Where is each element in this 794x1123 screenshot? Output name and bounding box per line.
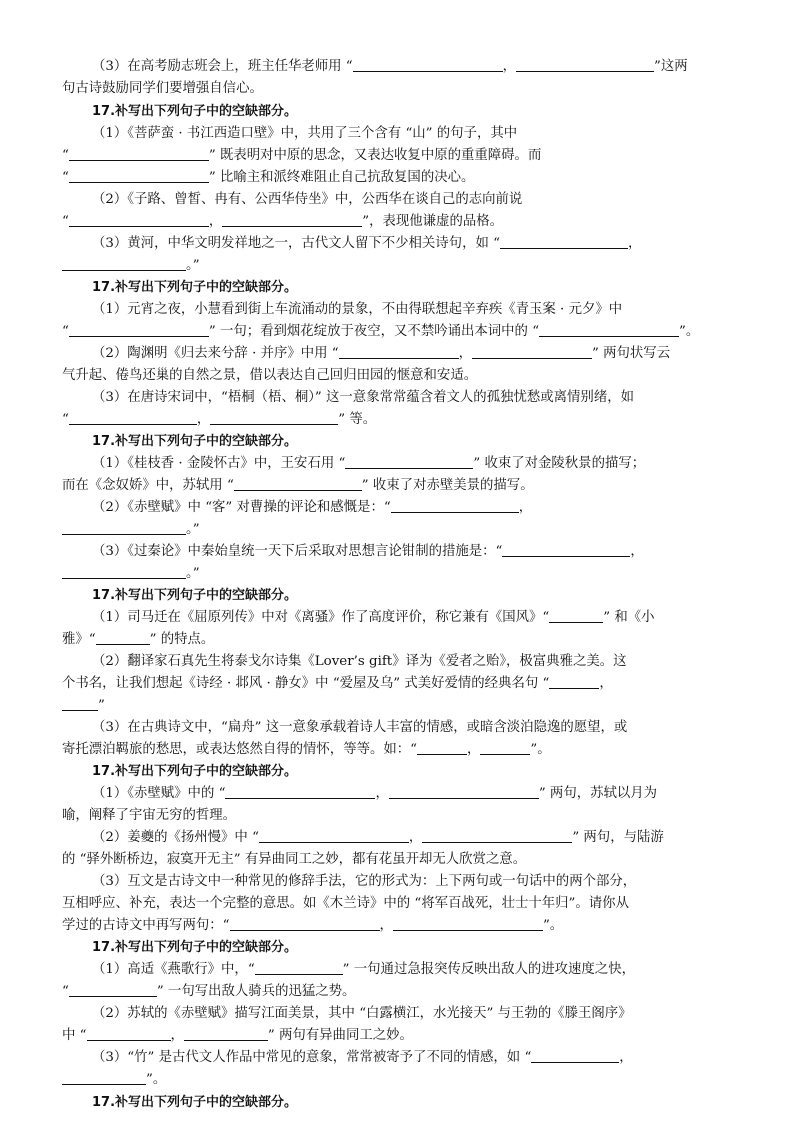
block0-q3-line1: （3）在高考励志班会上，班主任华老师用 “ ， ”这两 (92, 56, 746, 78)
block3-q3-line2: 。” (62, 563, 746, 585)
answer-blank[interactable] (69, 145, 209, 161)
block1-q3-line2: 。” (62, 255, 746, 277)
answer-blank[interactable] (480, 739, 530, 755)
answer-blank[interactable] (345, 453, 473, 469)
answer-blank[interactable] (393, 915, 543, 931)
block5-q3-line1: （3）互文是古诗文中一种常见的修辞手法，它的形式为：上下两句或一句话中的两个部分， (92, 874, 637, 889)
block4-q1-line1: （1）司马迁在《屈原列传》中对《离骚》作了高度评价，称它兼有《国风》“ ” 和《小 (92, 607, 746, 629)
block1-q2-line2: “ ， ”，表现他谦虚的品格。 (62, 211, 746, 233)
block1-q1-line3: “ ” 比喻主和派终难阻止自己抗敌复国的决心。 (62, 167, 746, 189)
block4-q3-line2: 寄托漂泊羁旅的愁思，或表达悠然自得的情怀，等等。如：“ ， ”。 (62, 739, 746, 761)
block6-q1-line1: （1）高适《燕歌行》中，“ ” 一句通过急报突传反映出敌人的进攻速度之快， (92, 959, 746, 981)
block3-q2-line2: 。” (62, 519, 746, 541)
answer-blank[interactable] (531, 1047, 619, 1063)
block4-q1-line2: 雅》“ ” 的特点。 (62, 629, 746, 651)
question-heading: 17.补写出下列句子中的空缺部分。 (92, 588, 298, 603)
block1-q3-line1: （3）黄河，中华文明发祥地之一，古代文人留下不少相关诗句，如 “ ， (92, 233, 746, 255)
answer-blank[interactable] (391, 497, 519, 513)
block4-q2-line2: 个书名，让我们想起《诗经 · 邶风 · 静女》中 “爱屋及乌” 式美好爱情的经典名句 “ ， (62, 673, 746, 695)
block3-q1-line1: （1）《桂枝香 · 金陵怀古》中，王安石用 “ ” 收束了对金陵秋景的描写； (92, 453, 746, 475)
block6-q1-line2: “ ” 一句写出敌人骑兵的迅猛之势。 (62, 981, 746, 1003)
answer-blank[interactable] (225, 783, 375, 799)
block1-q1-line1: （1）《菩萨蛮 · 书江西造口壁》中，共用了三个含有 “山” 的句子，其中 (92, 126, 518, 141)
answer-blank[interactable] (96, 629, 150, 645)
block5-q2-line1: （2）姜夔的《扬州慢》中 “ ， ” 两句，与陆游 (92, 827, 746, 849)
answer-blank[interactable] (500, 233, 628, 249)
answer-blank[interactable] (502, 541, 630, 557)
block5-q1-line1: （1）《赤壁赋》中的 “ ， ” 两句，苏轼以月为 (92, 783, 746, 805)
answer-blank[interactable] (422, 827, 572, 843)
answer-blank[interactable] (87, 1025, 171, 1041)
answer-blank[interactable] (549, 673, 599, 689)
block2-q1-line2: “ ” 一句；看到烟花绽放于夜空，又不禁吟诵出本词中的 “ ”。 (62, 321, 746, 343)
question-heading: 17.补写出下列句子中的空缺部分。 (92, 104, 298, 119)
answer-blank[interactable] (230, 915, 380, 931)
answer-blank[interactable] (62, 519, 186, 535)
answer-blank[interactable] (259, 827, 409, 843)
block2-q2-line2: 气升起、倦鸟还巢的自然之景，借以表达自己回归田园的惬意和安适。 (62, 368, 478, 383)
answer-blank[interactable] (69, 167, 209, 183)
block2-q3-line2: “ ， ” 等。 (62, 409, 746, 431)
block3-q1-line2: 而在《念奴娇》中，苏轼用 “ ” 收束了对赤壁美景的描写。 (62, 475, 746, 497)
answer-blank[interactable] (516, 56, 654, 72)
block6-q3-line1: （3）“竹” 是古代文人作品中常见的意象，常常被寄予了不同的情感，如 “ ， (92, 1047, 746, 1069)
answer-blank[interactable] (69, 409, 197, 425)
answer-blank[interactable] (62, 563, 186, 579)
block0-q3-line2: 句古诗鼓励同学们要增强自信心。 (62, 81, 263, 96)
answer-blank[interactable] (62, 695, 98, 711)
answer-blank[interactable] (69, 211, 209, 227)
block4-q3-line1: （3）在古典诗文中，“扁舟” 这一意象承载着诗人丰富的情感，或暗含淡泊隐逸的愿望，或 (92, 720, 628, 735)
answer-blank[interactable] (69, 321, 209, 337)
answer-blank[interactable] (339, 343, 459, 359)
block5-q1-line2: 喻，阐释了宇宙无穷的哲理。 (62, 808, 237, 823)
block3-q3-line1: （3）《过秦论》中秦始皇统一天下后采取对思想言论钳制的措施是：“ ， (92, 541, 746, 563)
answer-blank[interactable] (549, 607, 603, 623)
answer-blank[interactable] (389, 783, 539, 799)
block4-q2-line1: （2）翻译家石真先生将泰戈尔诗集《Lover’s gift》译为《爱者之贻》，极富典雅之美。这 (92, 654, 627, 669)
answer-blank[interactable] (184, 1025, 268, 1041)
answer-blank[interactable] (69, 981, 157, 997)
block2-q2-line1: （2）陶渊明《归去来兮辞 · 并序》中用 “ ， ” 两句状写云 (92, 343, 746, 365)
block2-q3-line1: （3）在唐诗宋词中，“梧桐（梧、桐）” 这一意象常常蕴含着文人的孤独忧愁或离情别绪，如 (92, 390, 634, 405)
answer-blank[interactable] (539, 321, 679, 337)
answer-blank[interactable] (255, 959, 343, 975)
answer-blank[interactable] (222, 211, 362, 227)
answer-blank[interactable] (62, 1069, 146, 1085)
block5-q2-line2: 的 “驿外断桥边，寂寞开无主” 有异曲同工之妙，都有花虽开却无人欣赏之意。 (62, 852, 527, 867)
answer-blank[interactable] (472, 343, 592, 359)
block2-q1-line1: （1）元宵之夜，小慧看到街上车流涌动的景象，不由得联想起辛弃疾《青玉案 · 元夕》中 (92, 302, 623, 317)
block6-q2-line1: （2）苏轼的《赤壁赋》描写江面美景，其中 “白露横江，水光接天” 与王勃的《滕王阁序》 (92, 1006, 632, 1021)
question-heading: 17.补写出下列句子中的空缺部分。 (92, 434, 298, 449)
question-heading: 17.补写出下列句子中的空缺部分。 (92, 940, 298, 955)
block6-q3-line2: ”。 (62, 1069, 746, 1091)
block4-q2-line3: ” (62, 695, 746, 717)
block3-q2-line1: （2）《赤壁赋》中 “客” 对曹操的评论和感慨是：“ ， (92, 497, 746, 519)
answer-blank[interactable] (210, 409, 338, 425)
block6-q2-line2: 中 “ ， ” 两句有异曲同工之妙。 (62, 1025, 746, 1047)
block1-q1-line2: “ ” 既表明对中原的思念，又表达收复中原的重重障碍。而 (62, 145, 746, 167)
block5-q3-line3: 学过的古诗文中再写两句：“ ， ”。 (62, 915, 746, 937)
block1-q2-line1: （2）《子路、曾皙、冉有、公西华侍坐》中，公西华在谈自己的志向前说 (92, 192, 523, 207)
answer-blank[interactable] (417, 739, 467, 755)
answer-blank[interactable] (353, 56, 503, 72)
question-heading: 17.补写出下列句子中的空缺部分。 (92, 1095, 298, 1110)
answer-blank[interactable] (62, 255, 186, 271)
question-heading: 17.补写出下列句子中的空缺部分。 (92, 280, 298, 295)
answer-blank[interactable] (234, 475, 362, 491)
block5-q3-line2: 互相呼应、补充，表达一个完整的意思。如《木兰诗》中的 “将军百战死，壮士十年归”。请你从 (62, 896, 629, 911)
question-heading: 17.补写出下列句子中的空缺部分。 (92, 764, 298, 779)
